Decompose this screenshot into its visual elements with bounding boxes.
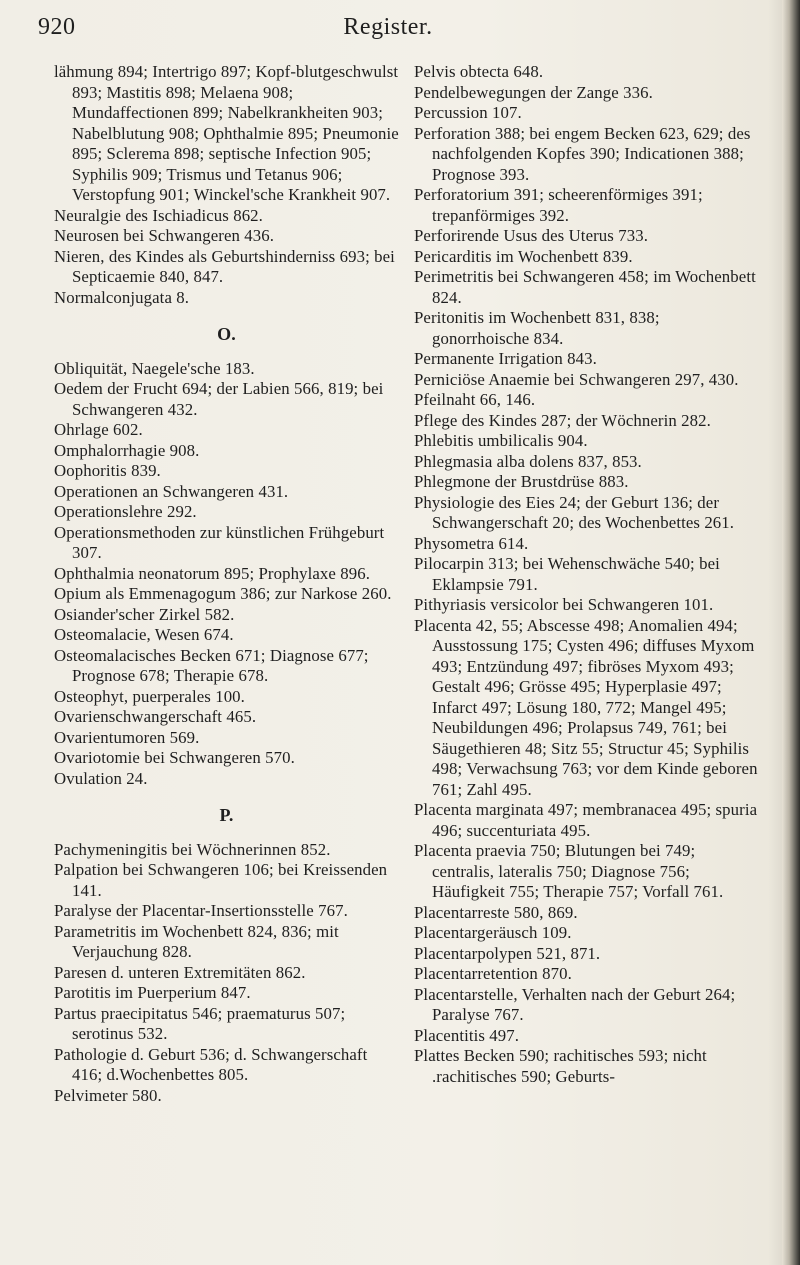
index-entry: Placentargeräusch 109.	[414, 923, 572, 942]
index-column-left	[54, 62, 399, 1106]
page-number: 920	[38, 14, 76, 40]
index-entry: Osteomalacisches Becken 671; Diagnose 677; Prognose 678; Therapie 678.	[54, 645, 369, 685]
section-letter: O.	[217, 324, 236, 344]
index-entry: Operationen an Schwangeren 431.	[54, 481, 289, 501]
index-entry: Obliquität, Naegele'sche 183.	[54, 358, 255, 378]
index-entry: Pilocarpin 313; bei Wehenschwäche 540; bei Eklampsie 791.	[414, 554, 720, 594]
index-entry: Placentarretention 870.	[414, 964, 572, 983]
index-entry: Phlebitis umbilicalis 904.	[414, 431, 588, 450]
index-entry: Neurosen bei Schwangeren 436.	[54, 226, 275, 245]
index-entry: Placentarpolypen 521, 871.	[414, 943, 601, 963]
index-entry: Pfeilnaht 66, 146.	[414, 390, 536, 409]
index-entry: Placentitis 497.	[414, 1025, 520, 1045]
page-edge-shadow	[782, 0, 800, 1265]
index-entry: Ovarienschwangerschaft 465.	[54, 707, 257, 726]
index-entry: Placenta marginata 497; membranacea 495; spuria 496; succenturiata 495.	[414, 800, 758, 840]
index-entry: Placentarstelle, Verhalten nach der Geburt 264; Paralyse 767.	[414, 984, 736, 1024]
index-entry: Paresen d. unteren Extremitäten 862.	[54, 962, 306, 982]
index-entry: Osiander'scher Zirkel 582.	[54, 604, 235, 624]
index-entry: Parametritis im Wochenbett 824, 836; mit Verjauchung 828.	[54, 921, 339, 961]
index-entry: Percussion 107.	[414, 103, 522, 122]
index-entry: Permanente Irrigation 843.	[414, 349, 597, 368]
index-entry: Perimetritis bei Schwangeren 458; im Wochenbett 824.	[414, 267, 756, 307]
index-entry: Pendelbewegungen der Zange 336.	[414, 82, 653, 102]
index-entry: Ovariotomie bei Schwangeren 570.	[54, 748, 295, 767]
index-entry: Placentarreste 580, 869.	[414, 902, 578, 922]
index-entry: Opium als Emmenagogum 386; zur Narkose 260.	[54, 584, 392, 603]
index-entry: Perforirende Usus des Uterus 733.	[414, 226, 648, 245]
index-entry: Palpation bei Schwangeren 106; bei Kreissenden 141.	[54, 860, 388, 900]
index-entry: Pelvis obtecta 648.	[414, 62, 544, 81]
page-header	[38, 14, 738, 44]
index-entry: Perforation 388; bei engem Becken 623, 629; des nachfolgenden Kopfes 390; Indicationen 388; Prognose 393.	[414, 123, 751, 184]
index-entry: Parotitis im Puerperium 847.	[54, 983, 251, 1002]
index-entry: Oophoritis 839.	[54, 461, 161, 480]
section-letter: P.	[219, 805, 234, 825]
index-entry: Plattes Becken 590; rachitisches 593; nicht .rachitisches 590; Geburts-	[414, 1046, 707, 1086]
index-entry: Normalconjugata 8.	[54, 287, 190, 307]
index-entry: Pachymeningitis bei Wöchnerinnen 852.	[54, 839, 331, 859]
index-entry: Paralyse der Placentar-Insertionsstelle 767.	[54, 901, 348, 920]
index-entry: Pelvimeter 580.	[54, 1085, 162, 1105]
index-entry: Operationslehre 292.	[54, 502, 197, 521]
index-entry: Operationsmethoden zur künstlichen Frühgeburt 307.	[54, 522, 385, 562]
index-entry: Physiologie des Eies 24; der Geburt 136; der Schwangerschaft 20; des Wochenbettes 261.	[414, 492, 735, 532]
index-entry: Physometra 614.	[414, 533, 529, 553]
index-entry: Nieren, des Kindes als Geburtshinderniss 693; bei Septicaemie 840, 847.	[54, 246, 395, 286]
index-entry: Perforatorium 391; scheerenförmiges 391; trepanförmiges 392.	[414, 185, 703, 225]
index-entry: Pathologie d. Geburt 536; d. Schwangerschaft 416; d.Wochenbettes 805.	[54, 1044, 368, 1084]
index-column-right	[414, 62, 759, 1087]
index-entry: Ophthalmia neonatorum 895; Prophylaxe 896.	[54, 563, 370, 583]
index-entry: Pericarditis im Wochenbett 839.	[414, 246, 633, 266]
index-entry: Ovulation 24.	[54, 768, 148, 788]
index-entry: Pflege des Kindes 287; der Wöchnerin 282.	[414, 410, 711, 430]
index-entry: Ohrlage 602.	[54, 420, 143, 439]
index-entry: Phlegmasia alba dolens 837, 853.	[414, 451, 642, 471]
index-entry: Peritonitis im Wochenbett 831, 838; gonorrhoische 834.	[414, 308, 660, 348]
index-entry: Oedem der Frucht 694; der Labien 566, 819; bei Schwangeren 432.	[54, 379, 384, 419]
index-entry: Neuralgie des Ischiadicus 862.	[54, 205, 263, 225]
index-entry: Placenta 42, 55; Abscesse 498; Anomalien 494; Ausstossung 175; Cysten 496; diffuses Myxom 493; Entzündung 497; fibröses Myxom 493; Gestalt 496; Grösse 495; Hyperplasie 497; Infarct 497; Lösung 180, 772; Mangel 495; Neubildungen 496; Prolapsus 749, 761; bei Säugethieren 48; Sitz 55; Structur 45; Syphilis 498; Verwachsung 763; vor dem Kinde geboren 761; Zahl 495.	[414, 615, 758, 799]
index-entry: Ovarientumoren 569.	[54, 727, 200, 747]
index-entry: Pithyriasis versicolor bei Schwangeren 101.	[414, 595, 714, 614]
index-entry: Placenta praevia 750; Blutungen bei 749; centralis, lateralis 750; Diagnose 756; Häufigkeit 755; Therapie 757; Vorfall 761.	[414, 841, 724, 901]
index-entry: Osteomalacie, Wesen 674.	[54, 625, 234, 644]
index-entry: lähmung 894; Intertrigo 897; Kopf-blutgeschwulst 893; Mastitis 898; Melaena 908; Mundaffectionen 899; Nabelkrankheiten 903; Nabelblutung 908; Ophthalmie 895; Pneumonie 895; Sclerema 898; septische Infection 905; Syphilis 909; Trismus und Tetanus 906; Verstopfung 901; Winckel'sche Krankheit 907.	[54, 62, 399, 204]
index-entry: Partus praecipitatus 546; praematurus 507; serotinus 532.	[54, 1003, 346, 1043]
index-entry: Phlegmone der Brustdrüse 883.	[414, 472, 629, 491]
index-entry: Osteophyt, puerperales 100.	[54, 686, 245, 706]
running-title: Register.	[343, 14, 433, 40]
index-entry: Omphalorrhagie 908.	[54, 440, 200, 460]
index-entry: Perniciöse Anaemie bei Schwangeren 297, 430.	[414, 369, 739, 389]
